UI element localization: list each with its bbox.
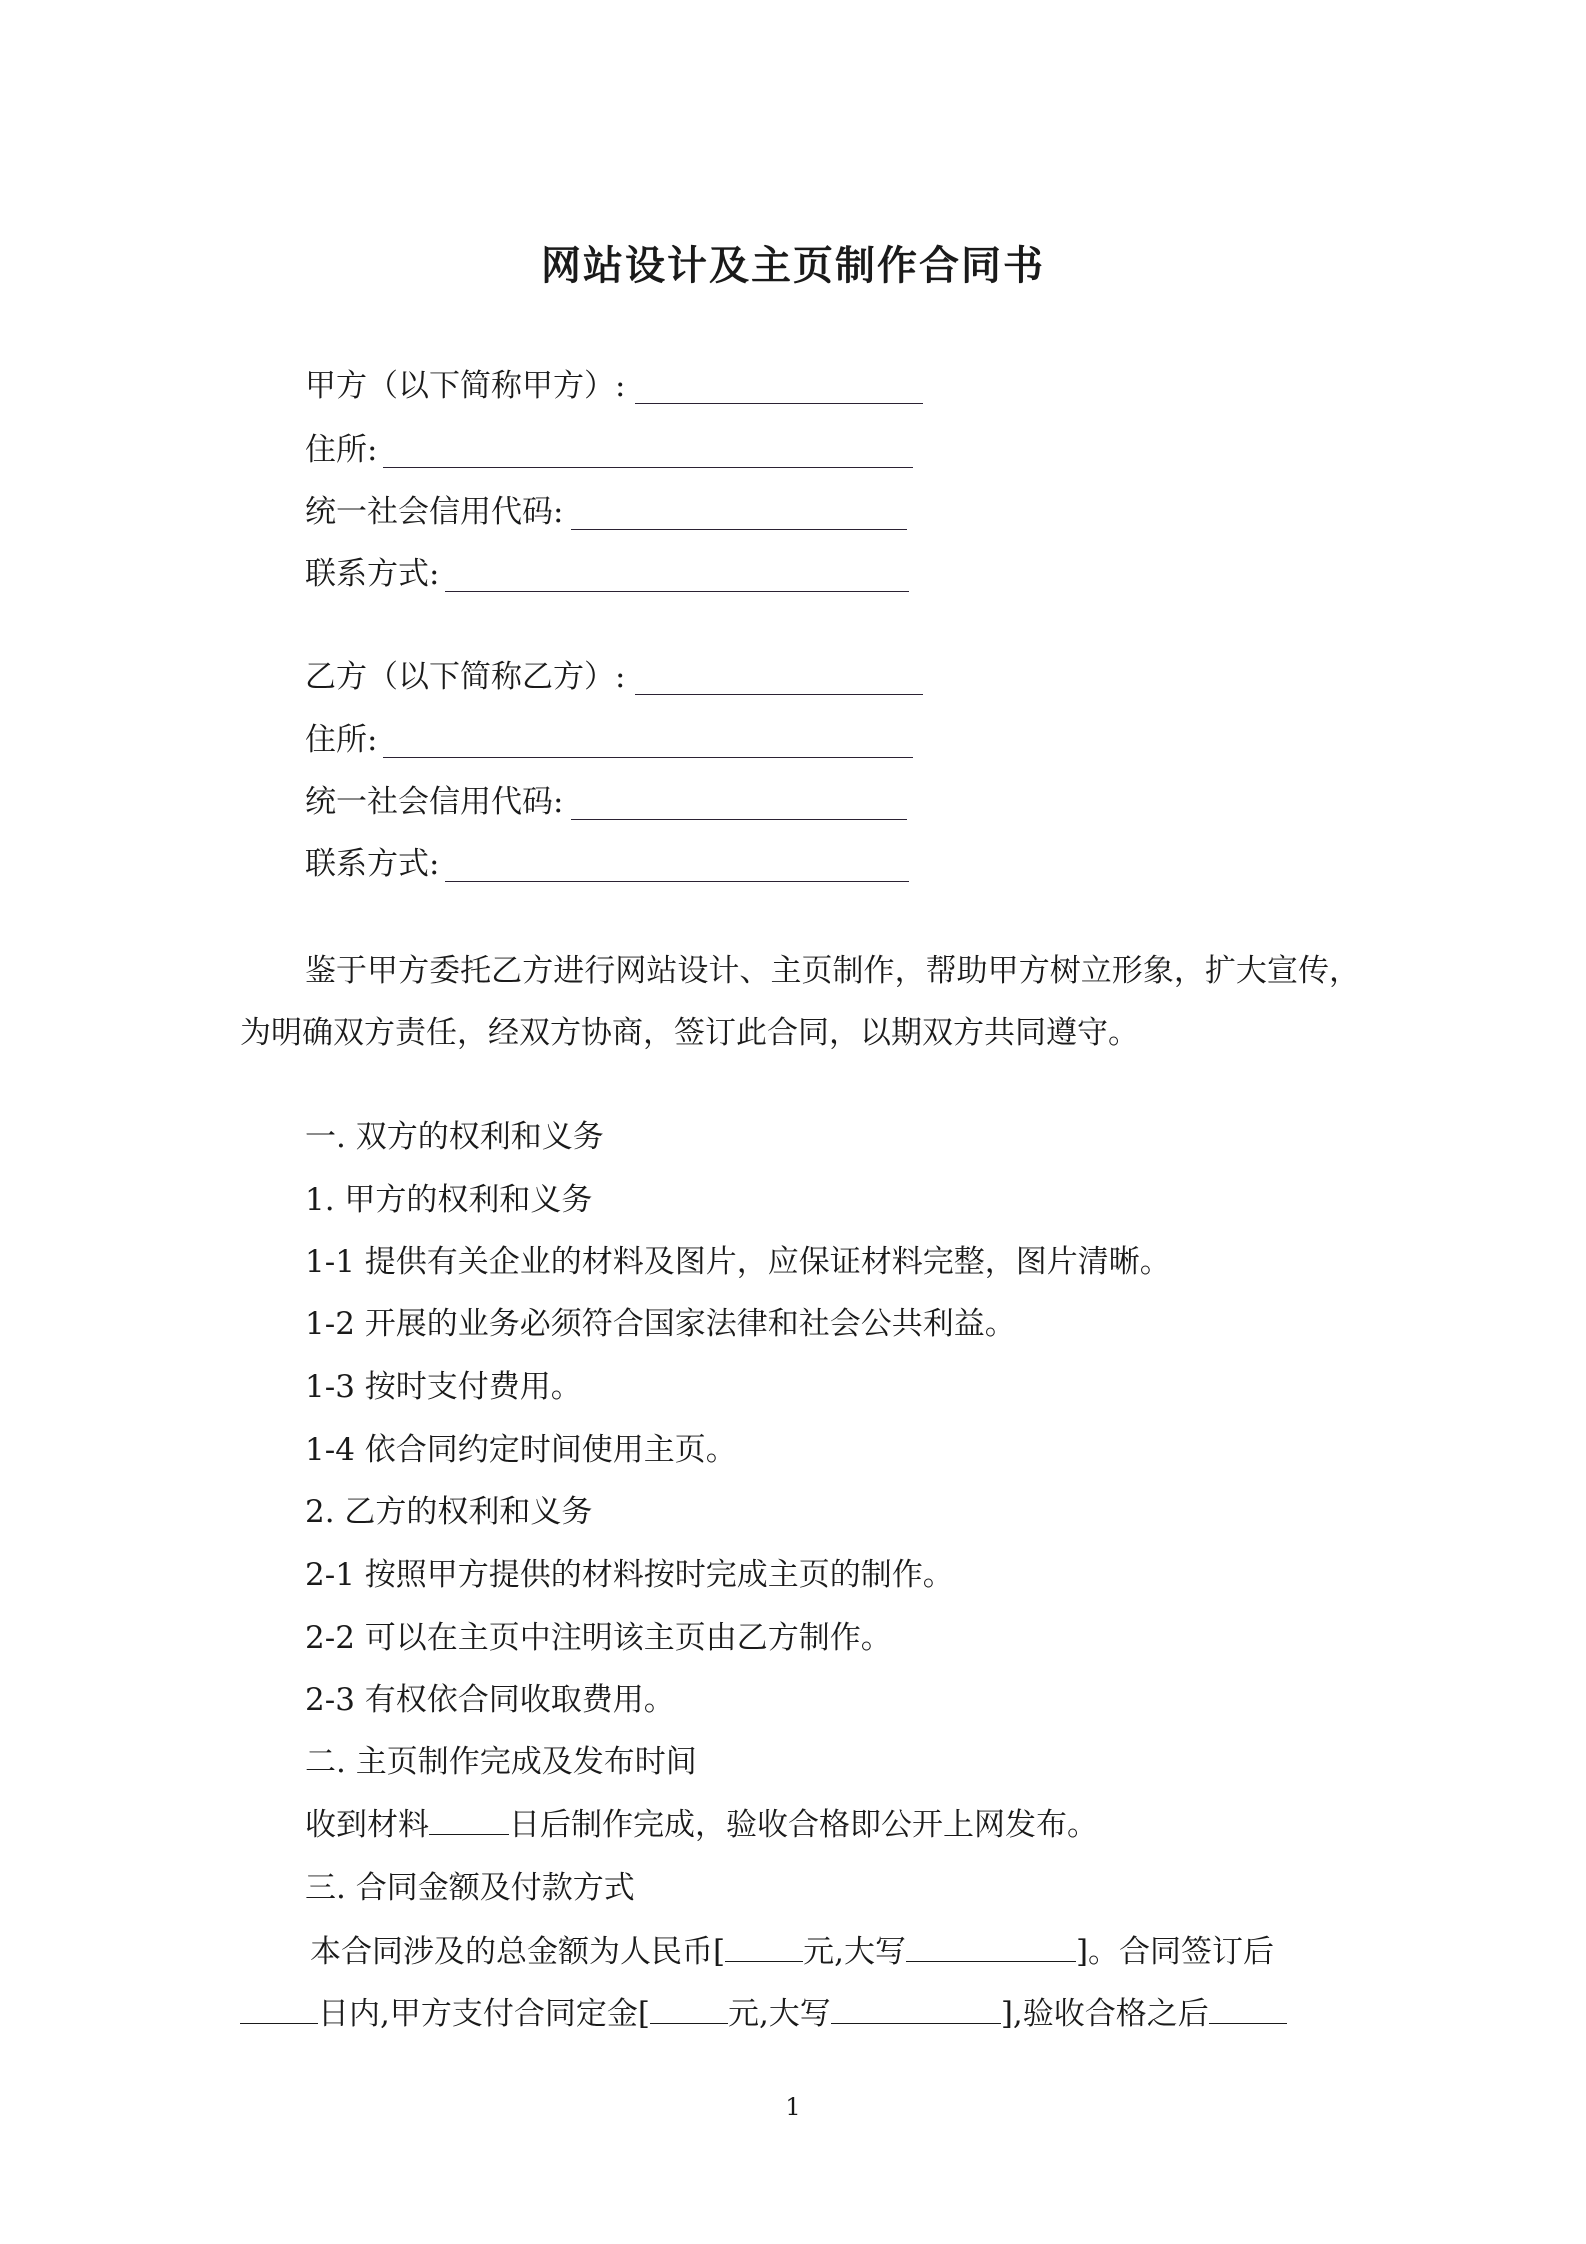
section3-heading: 三. 合同金额及付款方式 bbox=[305, 1870, 635, 1906]
list-item: 1-4 依合同约定时间使用主页。 bbox=[305, 1432, 737, 1468]
party-a-name-line bbox=[305, 364, 923, 408]
party-b-credit-code-line bbox=[305, 780, 907, 824]
party-a-address-blank bbox=[383, 433, 913, 468]
party-b-address-label: 住所: bbox=[305, 722, 378, 758]
party-b-name-blank bbox=[635, 660, 923, 695]
party-b-contact-label: 联系方式: bbox=[305, 846, 440, 882]
section2-text-before: 收到材料 bbox=[305, 1807, 429, 1843]
total-amount-words-blank bbox=[906, 1931, 1076, 1962]
deposit-words-blank bbox=[831, 1993, 1001, 2024]
payment-line-2 bbox=[240, 1992, 1287, 2036]
total-amount-blank bbox=[725, 1931, 803, 1962]
section2-text-after: 日后制作完成，验收合格即公开上网发布。 bbox=[509, 1807, 1098, 1843]
party-a-contact-blank bbox=[445, 557, 909, 592]
party-b-address-blank bbox=[383, 723, 913, 758]
party-a-contact-label: 联系方式: bbox=[305, 556, 440, 592]
party-b-name-line bbox=[305, 655, 923, 699]
party-a-credit-code-label: 统一社会信用代码: bbox=[305, 494, 564, 530]
page-number: 1 bbox=[785, 2093, 801, 2121]
days-blank bbox=[429, 1804, 509, 1835]
list-item: 1-2 开展的业务必须符合国家法律和社会公共利益。 bbox=[305, 1306, 1016, 1342]
party-a-credit-code-blank bbox=[571, 495, 907, 530]
section1-sub1-heading: 1. 甲方的权利和义务 bbox=[305, 1182, 593, 1218]
party-a-name-label: 甲方（以下简称甲方）: bbox=[305, 368, 626, 404]
preamble-paragraph: 鉴于甲方委托乙方进行网站设计、主页制作，帮助甲方树立形象，扩大宣传，为明确双方责任，经双方协商，签订此合同，以期双方共同遵守。 bbox=[240, 953, 1360, 1051]
payment-line-1 bbox=[310, 1930, 1274, 1974]
payment-line-1-a: 本合同涉及的总金额为人民币[ bbox=[310, 1934, 726, 1970]
section2-heading: 二. 主页制作完成及发布时间 bbox=[305, 1744, 697, 1780]
list-item: 1-1 提供有关企业的材料及图片，应保证材料完整，图片清晰。 bbox=[305, 1244, 1171, 1280]
party-a-credit-code-line bbox=[305, 490, 907, 534]
deposit-days-blank bbox=[240, 1993, 318, 2024]
payment-line-2-b: 元,大写 bbox=[727, 1996, 831, 2032]
party-b-credit-code-blank bbox=[571, 785, 907, 820]
party-a-contact-line bbox=[305, 552, 909, 596]
document-title: 网站设计及主页制作合同书 bbox=[541, 242, 1045, 289]
party-a-address-line bbox=[305, 428, 913, 472]
party-b-address-line bbox=[305, 718, 913, 762]
section2-text bbox=[305, 1803, 1098, 1847]
list-item: 1-3 按时支付费用。 bbox=[305, 1369, 582, 1405]
party-b-contact-blank bbox=[445, 847, 909, 882]
party-b-name-label: 乙方（以下简称乙方）: bbox=[305, 659, 626, 695]
party-b-contact-line bbox=[305, 842, 909, 886]
party-a-name-blank bbox=[635, 369, 923, 404]
section1-sub2-heading: 2. 乙方的权利和义务 bbox=[305, 1494, 593, 1530]
section1-heading: 一. 双方的权利和义务 bbox=[305, 1119, 604, 1155]
party-a-address-label: 住所: bbox=[305, 432, 378, 468]
payment-line-2-a: 日内,甲方支付合同定金[ bbox=[318, 1996, 650, 2032]
deposit-amount-blank bbox=[650, 1993, 728, 2024]
payment-line-2-c: ],验收合格之后 bbox=[1000, 1996, 1209, 2032]
after-acceptance-blank bbox=[1209, 1993, 1287, 2024]
list-item: 2-3 有权依合同收取费用。 bbox=[305, 1682, 675, 1718]
payment-line-1-b: 元,大写 bbox=[803, 1934, 906, 1970]
party-b-credit-code-label: 统一社会信用代码: bbox=[305, 784, 564, 820]
list-item: 2-2 可以在主页中注明该主页由乙方制作。 bbox=[305, 1620, 892, 1656]
list-item: 2-1 按照甲方提供的材料按时完成主页的制作。 bbox=[305, 1557, 954, 1593]
payment-line-1-c: ]。合同签订后 bbox=[1075, 1934, 1275, 1970]
